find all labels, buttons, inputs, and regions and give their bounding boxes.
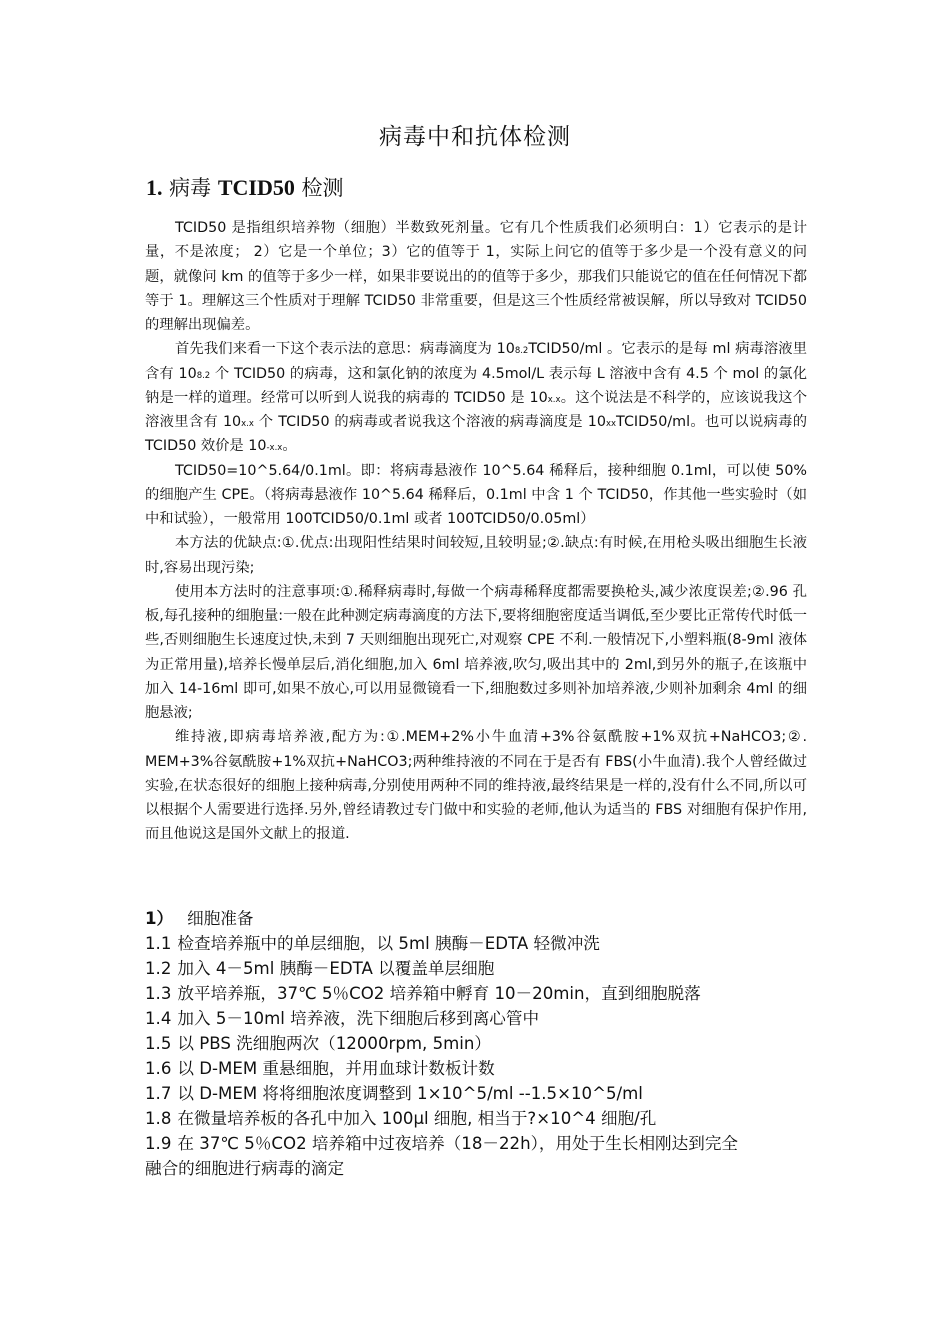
step-number: 1.9 xyxy=(145,1134,172,1153)
paragraph-text: TCID50/ml 。它表示的是每 ml 病毒溶液里含有 10 xyxy=(145,341,807,382)
list-item xyxy=(145,981,815,1006)
step-text: 检查培养瓶中的单层细胞，以 5ml 胰酶－EDTA 轻微冲洗 xyxy=(177,934,600,953)
exponent-text: xx xyxy=(605,419,617,429)
exponent-text: -x.x xyxy=(266,443,283,454)
paragraph-maintenance-medium: 维持液,即病毒培养液,配方为:①.MEM+2%小牛血清+3%谷氨酰胺+1%双抗+NaHCO3;②. MEM+3%谷氨酰胺+1%双抗+NaHCO3;两种维持液的不同在于是否有 FBS(小牛血清).我个人曾经做过实验,在状态很好的细胞上接种病毒,分别使用两种不同的维持液,最终结果是一样的,没有什么不同,所以可以根据个人需要进行选择.另外,曾经请教过专门做中和实验的老师,他认为适当的 FBS 对细胞有保护作用,而且他说这是国外文献上的报道. xyxy=(145,729,807,843)
paragraph-precautions: 使用本方法时的注意事项:①.稀释病毒时,每做一个病毒稀释度都需要换枪头,减少浓度误差;②.96 孔板,每孔接种的细胞量:一般在此种测定病毒滴度的方法下,要将细胞密度适当调低,至少要比正常传代时低一些,否则细胞生长速度过快,未到 7 天则细胞出现死亡,对观察 CPE 不利.一般情况下,小塑料瓶(8-9ml 液体为正常用量),培养长慢单层后,消化细胞,加入 6ml 培养液,吹匀,吸出其中的 2ml,到另外的瓶子,在该瓶中加入 14-16ml 即可,如果不放心,可以用显微镜看一下,细胞数过多则补加培养液,少则补加剩余 4ml 的细胞悬液; xyxy=(145,583,807,721)
list-item-continuation: 融合的细胞进行病毒的滴定 xyxy=(145,1159,345,1178)
step-number: 1.1 xyxy=(145,934,172,953)
paragraph-text: TCID50/ml。也可以说病毒的 TCID50 效价是 10 xyxy=(145,414,807,455)
step-number: 1.8 xyxy=(145,1109,172,1128)
list-item xyxy=(145,1106,815,1131)
exponent-text: 8.2 xyxy=(196,370,211,381)
exponent-text: x.x xyxy=(547,394,561,405)
section-heading xyxy=(146,172,344,202)
paragraph-text: 。这个说法是不科学的，应该说我这个溶液里含有 10 xyxy=(145,389,807,430)
list-item xyxy=(145,1131,815,1156)
step-text: 放平培养瓶，37℃ 5％CO2 培养箱中孵育 10－20min，直到细胞脱落 xyxy=(177,984,701,1003)
list-item xyxy=(145,1006,815,1031)
exponent-text: 8.2 xyxy=(514,346,529,357)
paragraph-text: 个 TCID50 的病毒，这和氯化钠的浓度为 4.5mol/L 表示每 L 溶液中含有 4.5 个 mol 的氯化钠是一样的道理。经常可以听到人说我的病毒的 TCID50 是 10 xyxy=(145,365,807,406)
step-text: 以 D-MEM 将将细胞浓度调整到 1×10^5/ml --1.5×10^5/ml xyxy=(177,1084,643,1103)
step-text: 在 37℃ 5％CO2 培养箱中过夜培养（18－22h），用处于生长相刚达到完全 xyxy=(177,1134,739,1153)
body-text xyxy=(145,216,807,847)
step-text: 在微量培养板的各孔中加入 100μl 细胞, 相当于?×10^4 细胞/孔 xyxy=(177,1109,657,1128)
page-title: 病毒中和抗体检测 xyxy=(379,124,571,150)
section-heading-pre: 病毒 xyxy=(162,176,218,200)
list-item xyxy=(145,931,815,956)
procedure-heading-number: 1） xyxy=(145,909,174,928)
list-item xyxy=(145,956,815,981)
procedure-heading xyxy=(145,906,815,931)
paragraph-tcid50-example: TCID50=10^5.64/0.1ml。即：将病毒悬液作 10^5.64 稀释后，接种细胞 0.1ml，可以使 50%的细胞产生 CPE。（将病毒悬液作 10^5.64 稀释后，0.1ml 中含 1 个 TCID50，作其他一些实验时（如中和试验），一般常用 100TCID50/0.1ml 或者 100TCID50/0.05ml） xyxy=(145,462,807,527)
paragraph-tcid50-definition: TCID50 是指组织培养物（细胞）半数致死剂量。它有几个性质我们必须明白：1）它表示的是计量，不是浓度； 2）它是一个单位；3）它的值等于 1，实际上问它的值等于多少是一个没有意义的问题，就像问 km 的值等于多少一样，如果非要说出的的值等于多少，那我们只能说它的值在任何情况下都等于 1。理解这三个性质对于理解 TCID50 非常重要，但是这三个性质经常被误解，所以导致对 TCID50 的理解出现偏差。 xyxy=(145,220,807,333)
step-text: 以 PBS 洗细胞两次（12000rpm, 5min） xyxy=(177,1034,492,1053)
procedure-list xyxy=(145,906,815,1181)
paragraph-pros-cons: 本方法的优缺点:①.优点:出现阳性结果时间较短,且较明显;②.缺点:有时候,在用枪头吸出细胞生长液时,容易出现污染; xyxy=(145,535,807,576)
step-number: 1.6 xyxy=(145,1059,172,1078)
section-heading-key: TCID50 xyxy=(217,175,295,200)
exponent-text: x.x xyxy=(241,419,254,429)
step-number: 1.5 xyxy=(145,1034,172,1053)
paragraph-text: 首先我们来看一下这个表示法的意思：病毒滴度为 10 xyxy=(175,341,515,358)
step-number: 1.2 xyxy=(145,959,172,978)
procedure-heading-text: 细胞准备 xyxy=(187,909,254,928)
paragraph-titer-notation xyxy=(145,337,807,458)
paragraph-text: 个 TCID50 的病毒或者说我这个溶液的病毒滴度是 10 xyxy=(253,414,606,430)
step-number: 1.4 xyxy=(145,1009,172,1028)
step-text: 加入 4－5ml 胰酶－EDTA 以覆盖单层细胞 xyxy=(177,959,495,978)
step-text: 加入 5－10ml 培养液，洗下细胞后移到离心管中 xyxy=(177,1009,540,1028)
list-item xyxy=(145,1056,815,1081)
section-heading-post: 检测 xyxy=(294,176,344,200)
step-text: 以 D-MEM 重悬细胞，并用血球计数板计数 xyxy=(177,1059,495,1078)
step-number: 1.7 xyxy=(145,1084,172,1103)
list-item xyxy=(145,1081,815,1106)
step-number: 1.3 xyxy=(145,984,172,1003)
list-item xyxy=(145,1031,815,1056)
section-number: 1. xyxy=(146,175,163,200)
paragraph-text: 。 xyxy=(282,438,297,455)
